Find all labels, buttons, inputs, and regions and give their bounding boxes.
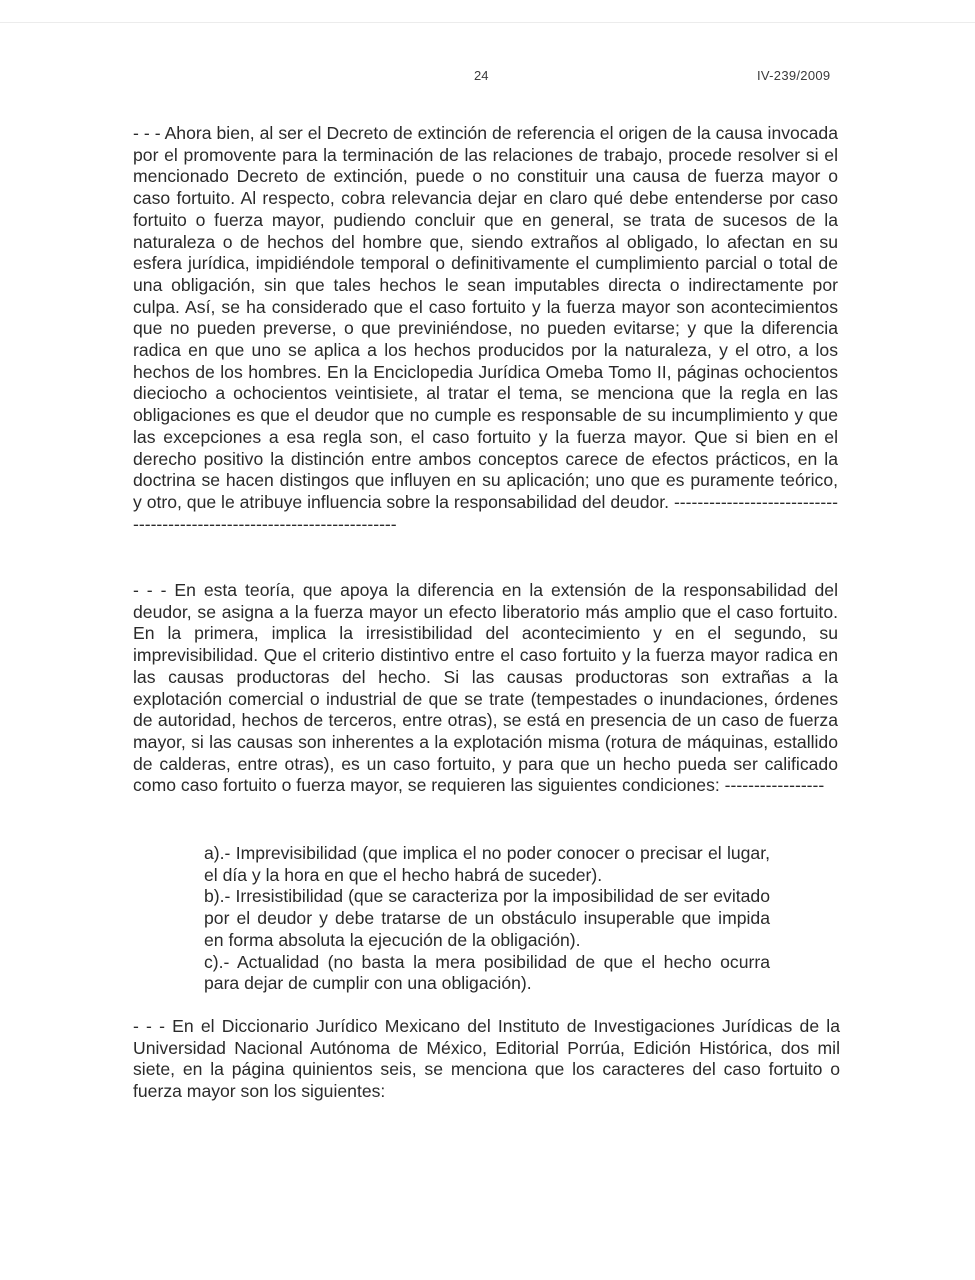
paragraph-legal-dictionary: - - - En el Diccionario Jurídico Mexicano del Instituto de Investigaciones Jurídicas de la Universidad Nacional Autónoma de México, Editorial Porrúa, Edición Histórica, dos mil siete, en la página quinientos seis, se menciona que los caracteres del caso fortuito o fuerza mayor son los siguientes:	[133, 1016, 840, 1102]
conditions-list	[204, 843, 770, 995]
paragraph-force-majeure-definition: - - - Ahora bien, al ser el Decreto de extinción de referencia el origen de la causa invocada por el promovente para la terminación de las relaciones de trabajo, procede resolver si el mencionado Decreto de extinción, puede o no constituir una causa de fuerza mayor o caso fortuito. Al respecto, cobra relevancia dejar en claro qué debe entenderse por caso fortuito o fuerza mayor, pudiendo concluir que en general, se trata de sucesos de la naturaleza o de hechos del hombre que, siendo extraños al obligado, lo afectan en su esfera jurídica, impidiéndole temporal o definitivamente el cumplimiento parcial o total de una obligación, sin que tales hechos le sean imputables directa o indirectamente por culpa. Así, se ha considerado que el caso fortuito y la fuerza mayor son acontecimientos que no pueden preverse, o que previniéndose, no pueden evitarse; y que la diferencia radica en que uno se aplica a los hechos producidos por la naturaleza, y el otro, a los hechos de los hombres. En la Enciclopedia Jurídica Omeba Tomo II, páginas ochocientos dieciocho a ochocientos veintisiete, al tratar el tema, se menciona que la regla en las obligaciones es que el deudor que no cumple es responsable de su incumplimiento y que las excepciones a esa regla son, el caso fortuito y la fuerza mayor. Que si bien en el derecho positivo la distinción entre ambos conceptos carece de efectos prácticos, en la doctrina se hacen distingos que influyen en su aplicación; uno que es puramente teórico, y otro, que le atribuye influencia sobre la responsabilidad del deudor. -------------------------------------------------------------------------	[133, 123, 838, 534]
condition-imprevisibility: a).- Imprevisibilidad (que implica el no poder conocer o precisar el lugar, el día y la hora en que el hecho habrá de suceder).	[204, 843, 770, 885]
condition-irresistibility: b).- Irresistibilidad (que se caracteriza por la imposibilidad de ser evitado por el deudor y debe tratarse de un obstáculo insuperable que impida en forma absoluta la ejecución de la obligación).	[204, 886, 770, 950]
scan-edge-line	[0, 22, 975, 23]
page-number: 24	[474, 68, 489, 83]
paragraph-theory-distinction: - - - En esta teoría, que apoya la diferencia en la extensión de la responsabilidad del deudor, se asigna a la fuerza mayor un efecto liberatorio más amplio que el caso fortuito. En la primera, implica la irresistibilidad del acontecimiento y en el segundo, su imprevisibilidad. Que el criterio distintivo entre el caso fortuito y la fuerza mayor radica en las causas productoras del hecho. Si las causas productoras son extrañas a la explotación comercial o industrial de que se trate (tempestades o inundaciones, órdenes de autoridad, hechos de terceros, entre otras), se está en presencia de un caso de fuerza mayor, si las causas son inherentes a la explotación misma (rotura de máquinas, estallido de calderas, entre otras), es un caso fortuito, y para que un hecho pueda ser calificado como caso fortuito o fuerza mayor, se requieren las siguientes condiciones: -----------------	[133, 580, 838, 796]
case-number: IV-239/2009	[757, 68, 831, 83]
condition-actuality: c).- Actualidad (no basta la mera posibilidad de que el hecho ocurra para dejar de cumplir con una obligación).	[204, 951, 770, 994]
